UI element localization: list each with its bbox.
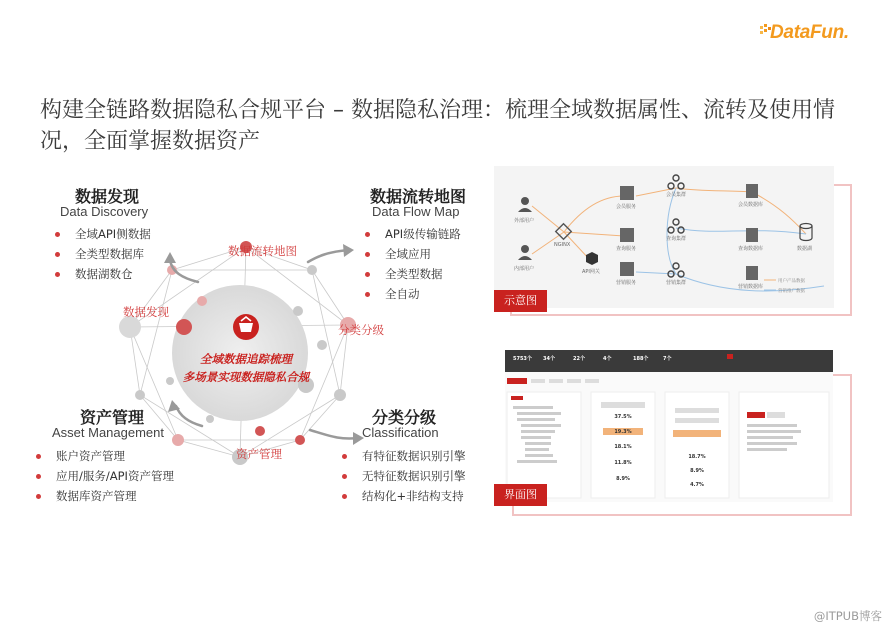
svg-text:内部用户: 内部用户 [514,266,535,272]
list-item: API级传输链路 [363,224,461,244]
flow-arrows [140,230,380,460]
diagram-panel [494,166,834,308]
svg-text:营销数据库: 营销数据库 [738,284,764,290]
asset-title: 资产管理 [80,408,145,427]
center-text-line1: 全域数据追踪梳理 [200,352,292,366]
diagram-tag: 示意图 [494,290,547,312]
watermark: @ITPUB博客 [813,609,882,623]
svg-text:营销推广数据: 营销推广数据 [778,289,805,294]
list-item: 数据库资产管理 [34,486,174,506]
center-text-line2: 多场景实现数据隐私合规 [182,370,310,384]
ring-label-flow-map: 数据流转地图 [228,244,297,258]
stat-value: 4个 [603,356,612,362]
list-item: 数据湖数仓 [53,264,151,284]
stat-value: 22个 [573,356,585,362]
center-value: 18.1% [614,444,632,450]
svg-text:外部用户: 外部用户 [514,218,535,224]
center-value: 19.3% [614,429,632,435]
list-item: 全自动 [363,284,461,304]
list-item: 全类型数据库 [53,244,151,264]
classify-list [340,446,466,506]
discovery-subtitle: Data Discovery [60,204,149,219]
svg-text:API网关: API网关 [582,269,600,275]
page-title: 构建全链路数据隐私合规平台 – 数据隐私治理：梳理全域数据属性、流转及使用情况，全面掌握数据资产 [40,98,835,154]
flow-list [363,224,461,304]
discovery-title: 数据发现 [75,187,140,206]
center-value: 11.8% [614,460,632,466]
list-item: 全类型数据 [363,264,461,284]
stat-value: 7个 [663,356,672,362]
svg-text:营销集群: 营销集群 [666,280,687,286]
list-item: 应用/服务/API资产管理 [34,466,174,486]
ring-label-discovery: 数据发现 [123,305,169,319]
ui-panel [505,350,833,502]
svg-text:会员服务: 会员服务 [616,204,637,210]
svg-text:用户产品数据: 用户产品数据 [778,279,805,284]
svg-text:营销服务: 营销服务 [616,280,637,286]
flow-title: 数据流转地图 [370,187,467,206]
classify-subtitle: Classification [362,425,439,440]
asset-list [34,446,174,506]
list-item: 有特征数据识别引擎 [340,446,466,466]
stat-value: 188个 [633,356,649,362]
center-value: 8.9% [616,476,630,482]
list-item: 结构化+非结构支持 [340,486,466,506]
right-value: 8.9% [690,468,704,474]
flow-subtitle: Data Flow Map [372,204,460,219]
ui-tag: 界面图 [494,484,547,506]
datafun-logo: DataFun. [770,22,849,43]
discovery-list [53,224,151,284]
ring-label-classify: 分类分级 [338,323,384,337]
list-item: 无特征数据识别引擎 [340,466,466,486]
stat-value: 5753个 [513,356,532,362]
right-value: 18.7% [688,454,706,460]
list-item: 全域API侧数据 [53,224,151,244]
svg-text:查询数据库: 查询数据库 [738,246,764,252]
svg-text:会员集群: 会员集群 [666,192,687,198]
list-item: 账户资产管理 [34,446,174,466]
svg-text:会员数据库: 会员数据库 [738,202,764,208]
svg-text:查询集群: 查询集群 [666,236,687,242]
ring-label-asset: 资产管理 [236,447,282,461]
svg-text:查询服务: 查询服务 [616,246,637,252]
svg-text:NGINX: NGINX [554,242,571,248]
right-value: 4.7% [690,482,704,488]
asset-subtitle: Asset Management [52,425,165,440]
list-item: 全域应用 [363,244,461,264]
center-value: 37.5% [614,414,632,420]
stat-value: 34个 [543,356,555,362]
classify-title: 分类分级 [372,408,437,427]
svg-text:数据湖: 数据湖 [797,246,813,252]
